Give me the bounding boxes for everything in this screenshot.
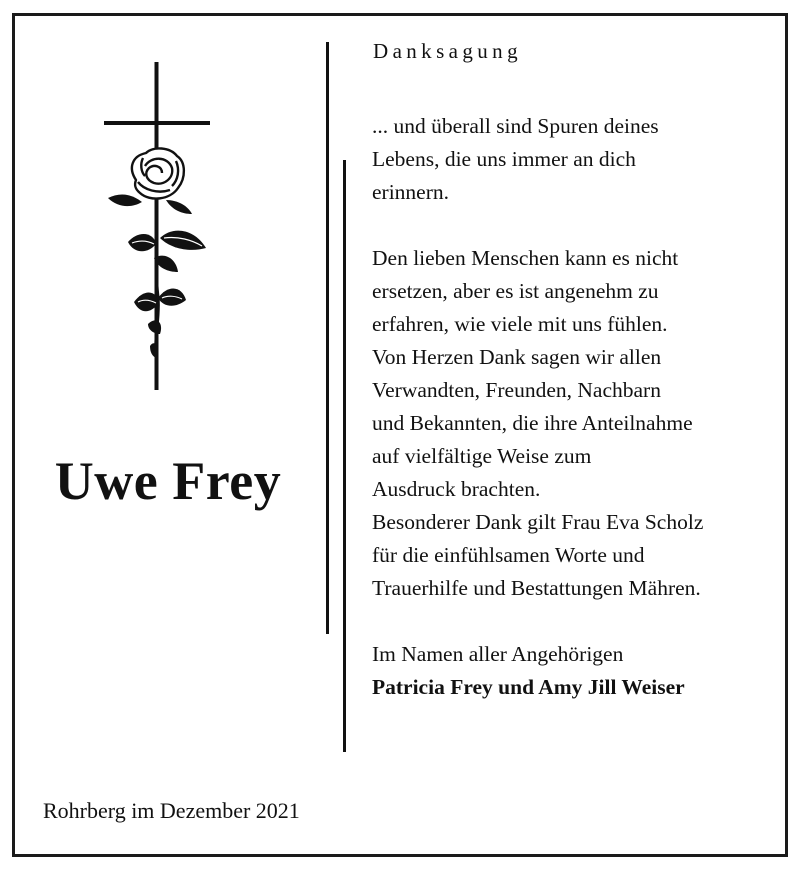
thanks-line: Den lieben Menschen kann es nicht bbox=[372, 246, 679, 270]
signature-intro: Im Namen aller Angehörigen bbox=[372, 642, 624, 666]
thanks-line: auf vielfältige Weise zum bbox=[372, 444, 592, 468]
thanks-line: Trauerhilfe und Bestattungen Mähren. bbox=[372, 576, 701, 600]
thanks-line: für die einfühlsamen Worte und bbox=[372, 543, 645, 567]
thanks-line: ersetzen, aber es ist angenehm zu bbox=[372, 279, 659, 303]
thanks-line: Verwandten, Freunden, Nachbarn bbox=[372, 378, 661, 402]
vertical-divider-right bbox=[343, 160, 346, 752]
notice-heading: Danksagung bbox=[373, 39, 522, 63]
deceased-name: Uwe Frey bbox=[54, 451, 282, 511]
quote-line: ... und überall sind Spuren deines bbox=[372, 114, 659, 138]
quote-line: erinnern. bbox=[372, 180, 450, 204]
thanks-line: Ausdruck brachten. bbox=[372, 477, 541, 501]
vertical-divider-left bbox=[326, 42, 329, 634]
quote-line: Lebens, die uns immer an dich bbox=[372, 147, 636, 171]
notice-body bbox=[372, 110, 772, 704]
thanks-line: und Bekannten, die ihre Anteilnahme bbox=[372, 411, 693, 435]
place-and-date: Rohrberg im Dezember 2021 bbox=[43, 798, 300, 823]
thanks-line: erfahren, wie viele mit uns fühlen. bbox=[372, 312, 668, 336]
paragraph-gap bbox=[372, 209, 772, 242]
cross-with-rose-icon bbox=[98, 62, 216, 392]
thanks-line: Besonderer Dank gilt Frau Eva Scholz bbox=[372, 510, 704, 534]
thanks-line: Von Herzen Dank sagen wir allen bbox=[372, 345, 662, 369]
signatories: Patricia Frey und Amy Jill Weiser bbox=[372, 675, 685, 699]
paragraph-gap bbox=[372, 605, 772, 638]
